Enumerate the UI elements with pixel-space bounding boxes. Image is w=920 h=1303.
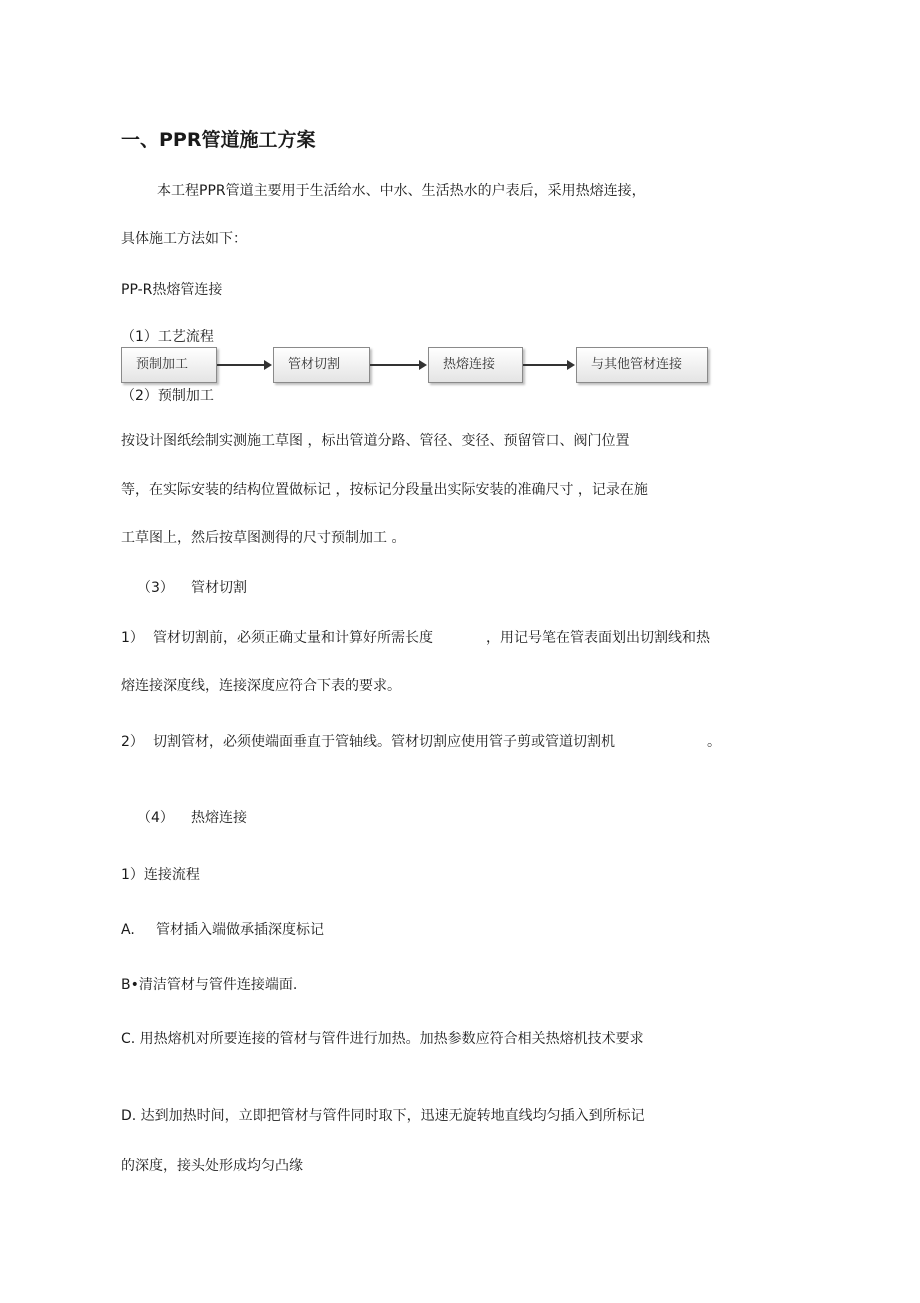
prefab-line-3: 工草图上，然后按草图测得的尺寸预制加工 。 (121, 530, 406, 546)
cutting-item-1-number: 1） (121, 630, 144, 646)
prefab-line-1: 按设计图纸绘制实测施工草图 ，标出管道分路、管径、变径、预留管口、阀门位置 (121, 433, 630, 449)
step-3-number: （3） (137, 580, 174, 596)
step-b: B•清洁管材与管件连接端面. (121, 977, 298, 993)
connection-flow-subtitle: 1）连接流程 (121, 867, 200, 883)
cutting-item-1-text-a: 管材切割前，必须正确丈量和计算好所需长度 (153, 630, 433, 646)
cutting-item-1-line-2: 熔连接深度线，连接深度应符合下表的要求。 (121, 678, 401, 694)
step-3-title: 管材切割 (191, 580, 247, 596)
cutting-item-2-text-a: 切割管材，必须使端面垂直于管轴线。管材切割应使用管子剪或管道切割机 (153, 734, 615, 750)
flow-box-prefabrication: 预制加工 (121, 347, 217, 383)
step-c: C. 用热熔机对所要连接的管材与管件进行加热。加热参数应符合相关热熔机技术要求 (121, 1031, 644, 1047)
step-4-number: （4） (137, 810, 174, 826)
intro-line-1: 本工程PPR管道主要用于生活给水、中水、生活热水的户表后，采用热熔连接， (157, 183, 646, 199)
cutting-item-2-text-b: 。 (707, 734, 721, 750)
step-a-label: A. (121, 922, 135, 938)
step-2-label: （2）预制加工 (121, 388, 214, 404)
flow-box-pipe-cutting: 管材切割 (273, 347, 370, 383)
step-d-line-1: D. 达到加热时间，立即把管材与管件同时取下，迅速无旋转地直线均匀插入到所标记 (121, 1108, 645, 1124)
subtitle: PP-R热熔管连接 (121, 282, 223, 298)
flow-arrow-2 (370, 364, 425, 366)
cutting-item-1-text-b: ，用记号笔在管表面划出切割线和热 (486, 630, 710, 646)
step-1-label: （1）工艺流程 (121, 329, 214, 345)
cutting-item-2-number: 2） (121, 734, 144, 750)
step-d-line-2: 的深度，接头处形成均匀凸缘 (121, 1158, 303, 1174)
prefab-line-2: 等，在实际安装的结构位置做标记 ，按标记分段量出实际安装的准确尺寸 ，记录在施 (121, 482, 648, 498)
step-4-title: 热熔连接 (191, 810, 247, 826)
flow-box-other-connection: 与其他管材连接 (576, 347, 708, 383)
flow-box-hot-melt: 热熔连接 (428, 347, 523, 383)
flow-arrow-3 (523, 364, 573, 366)
intro-line-2: 具体施工方法如下： (121, 231, 247, 247)
step-a-text: 管材插入端做承插深度标记 (156, 922, 324, 938)
flow-arrow-1 (217, 364, 270, 366)
section-heading: 一、PPR管道施工方案 (121, 129, 316, 151)
